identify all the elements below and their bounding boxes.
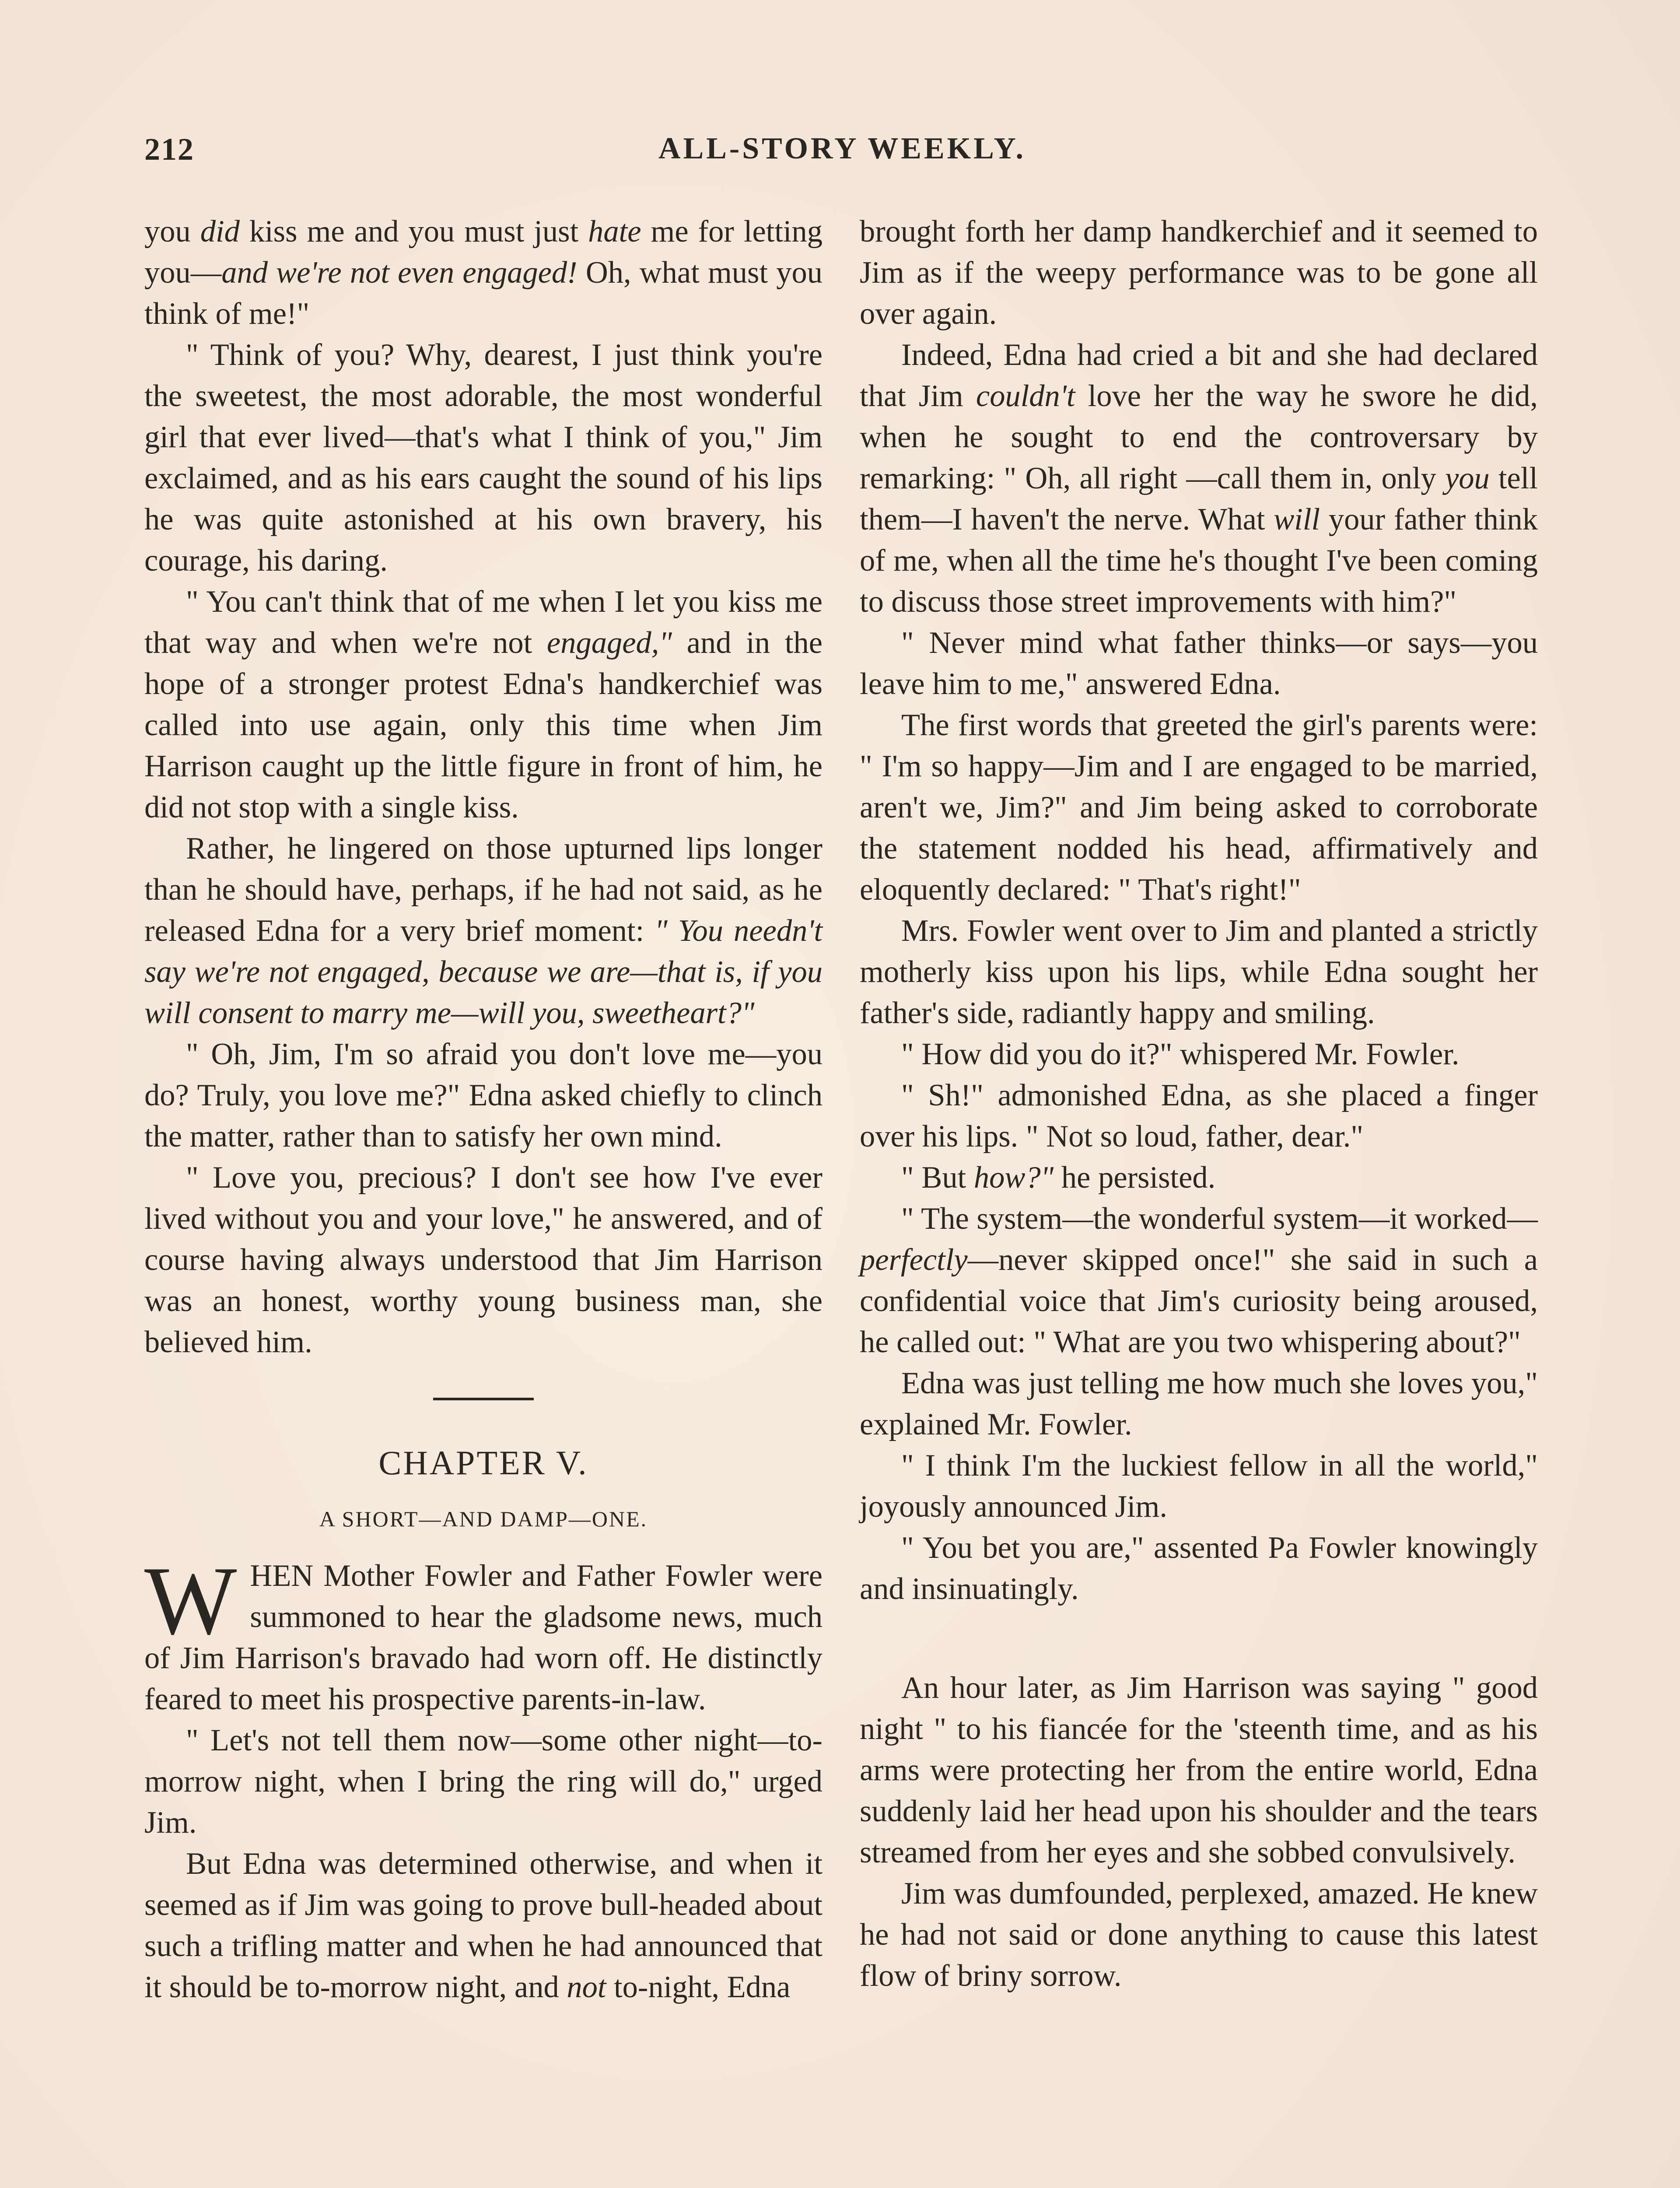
- right-paragraphs: [860, 211, 1538, 1609]
- text-run: you: [144, 214, 200, 249]
- paragraph: [144, 1157, 822, 1363]
- paragraph: [144, 1720, 822, 1843]
- running-head: ALL-STORY WEEKLY.: [658, 132, 1026, 165]
- text-run: me for letting you—: [144, 214, 822, 290]
- text-run: " You can't think that of me when I let you kiss me that way and when we're not: [144, 585, 822, 660]
- text-run: Edna was just telling me how much she loves you," explained Mr. Fowler.: [860, 1366, 1538, 1441]
- italic-text-run: did: [200, 214, 240, 249]
- text-run: to-night, Edna: [606, 1970, 791, 2004]
- text-run: " How did you do it?" whispered Mr. Fowler.: [901, 1037, 1460, 1071]
- paragraph: [860, 1445, 1538, 1527]
- text-run: An hour later, as Jim Harrison was saying " good night " to his fiancée for the 'steenth time, and as his arms were protecting her from the entire world, Edna suddenly laid her head upon his shoulder and the tears streamed from her eyes and she sobbed convulsively.: [860, 1671, 1538, 1869]
- text-run: he persisted.: [1054, 1161, 1216, 1195]
- paragraph: [144, 211, 822, 334]
- italic-text-run: hate: [588, 214, 641, 249]
- paragraph: [860, 1363, 1538, 1445]
- text-run: But Edna was determined otherwise, and when it seemed as if Jim was going to prove bull-headed about such a trifling matter and when he had announced that it should be to-morrow night, and: [144, 1847, 822, 2004]
- chapter-subtitle: A SHORT—AND DAMP—ONE.: [319, 1507, 648, 1531]
- italic-text-run: and we're not even engaged!: [221, 256, 578, 290]
- paragraph: [860, 1075, 1538, 1157]
- text-run: " You bet you are," assented Pa Fowler knowingly and insinuatingly.: [860, 1531, 1538, 1606]
- text-run: " The system—the wonderful system—it worked—: [901, 1202, 1538, 1236]
- text-run: and in the hope of a stronger protest Edna's handkerchief was called into use again, only this time when Jim Harrison caught up the little figure in front of him, he did not stop with a single kiss.: [144, 626, 822, 824]
- page-number: 212: [144, 132, 194, 167]
- italic-text-run: not: [567, 1970, 606, 2004]
- right-column: [860, 211, 1538, 1996]
- paragraph: [144, 1034, 822, 1157]
- text-run: HEN Mother Fowler and Father Fowler were summoned to hear the gladsome news, much of Jim Harrison's bravado had worn off. He distinctly feared to meet his prospective parents-in-law.: [144, 1559, 822, 1716]
- text-run: Jim was dumfounded, perplexed, amazed. He knew he had not said or done anything to cause this latest flow of briny sorrow.: [860, 1876, 1538, 1993]
- paragraph: [860, 1034, 1538, 1075]
- right-paragraphs-after-break: [860, 1667, 1538, 1996]
- paragraph: [144, 581, 822, 828]
- italic-text-run: couldn't: [976, 379, 1075, 413]
- text-run: " I think I'm the luckiest fellow in all the world," joyously announced Jim.: [860, 1448, 1538, 1524]
- paragraph: [860, 1667, 1538, 1873]
- text-run: Mrs. Fowler went over to Jim and planted a strictly motherly kiss upon his lips, while Edna sought her father's side, radiantly happy and smiling.: [860, 914, 1538, 1030]
- paragraph: [860, 1157, 1538, 1198]
- page-header: [144, 131, 1540, 184]
- paragraph: [860, 910, 1538, 1034]
- text-run: " Let's not tell them now—some other night—to-morrow night, when I bring the ring will do," urged Jim.: [144, 1723, 822, 1840]
- italic-text-run: you: [1445, 461, 1490, 495]
- left-column: [144, 211, 822, 2008]
- chapter-paragraphs: [144, 1546, 822, 2008]
- text-run: brought forth her damp handkerchief and it seemed to Jim as if the weepy performance was to be gone all over again.: [860, 214, 1538, 331]
- text-run: " Never mind what father thinks—or says—you leave him to me," answered Edna.: [860, 626, 1538, 701]
- text-run: " Think of you? Why, dearest, I just think you're the sweetest, the most adorable, the most wonderful girl that ever lived—that's what I think of you," Jim exclaimed, and as his ears caught the sound of his lips he was quite astonished at his own bravery, his courage, his daring.: [144, 338, 822, 578]
- left-paragraphs: [144, 211, 822, 1363]
- text-run: The first words that greeted the girl's parents were: " I'm so happy—Jim and I are engaged to be married, aren't we, Jim?" and Jim being asked to corroborate the statement nodded his head, affirmatively and eloquently declared: " That's right!": [860, 708, 1538, 907]
- italic-text-run: " You needn't say we're not engaged, because we are—that is, if you will consent to marry me—will you, sweetheart?": [144, 914, 822, 1030]
- text-run: Rather, he lingered on those upturned lips longer than he should have, perhaps, if he had not said, as he released Edna for a very brief moment:: [144, 831, 822, 948]
- paragraph: [144, 828, 822, 1034]
- text-run: " But: [901, 1161, 974, 1195]
- italic-text-run: engaged,": [546, 626, 672, 660]
- paragraph: [860, 705, 1538, 910]
- text-run: Indeed, Edna had cried a bit and she had declared that Jim: [860, 338, 1538, 413]
- text-run: " Love you, precious? I don't see how I've ever lived without you and your love," he answered, and of course having always understood that Jim Harrison was an honest, worthy young business man, she believed him.: [144, 1161, 822, 1359]
- text-run: your father think of me, when all the time he's thought I've been coming to discuss those street improvements with him?": [860, 502, 1538, 619]
- italic-text-run: will: [1274, 502, 1320, 536]
- chapter-title: CHAPTER V.: [378, 1444, 588, 1482]
- paragraph: [144, 1546, 822, 1720]
- paragraph: [860, 1873, 1538, 1996]
- text-run: Oh, what must you think of me!": [144, 256, 822, 331]
- text-run: " Sh!" admonished Edna, as she placed a finger over his lips. " Not so loud, father, dear.": [860, 1078, 1538, 1154]
- drop-cap: W: [144, 1546, 237, 1655]
- paragraph: [860, 334, 1538, 622]
- text-run: kiss me and you must just: [239, 214, 588, 249]
- italic-text-run: perfectly: [860, 1243, 968, 1277]
- text-run: love her the way he swore he did, when he sought to end the controversary by remarking: " Oh, all right —call them in, only: [860, 379, 1538, 495]
- paragraph: [144, 1843, 822, 2008]
- section-divider: [433, 1398, 534, 1400]
- paragraph: [860, 622, 1538, 705]
- text-run: —never skipped once!" she said in such a confidential voice that Jim's curiosity being aroused, he called out: " What are you two whispering about?": [860, 1243, 1538, 1359]
- paragraph: [860, 1527, 1538, 1609]
- text-run: " Oh, Jim, I'm so afraid you don't love me—you do? Truly, you love me?" Edna asked chiefly to clinch the matter, rather than to satisfy her own mind.: [144, 1037, 822, 1154]
- italic-text-run: how?": [973, 1161, 1054, 1195]
- paragraph: [860, 211, 1538, 334]
- paragraph: [860, 1198, 1538, 1363]
- paragraph: [144, 334, 822, 581]
- text-run: tell them—I haven't the nerve. What: [860, 461, 1538, 536]
- section-break: [860, 1609, 1538, 1667]
